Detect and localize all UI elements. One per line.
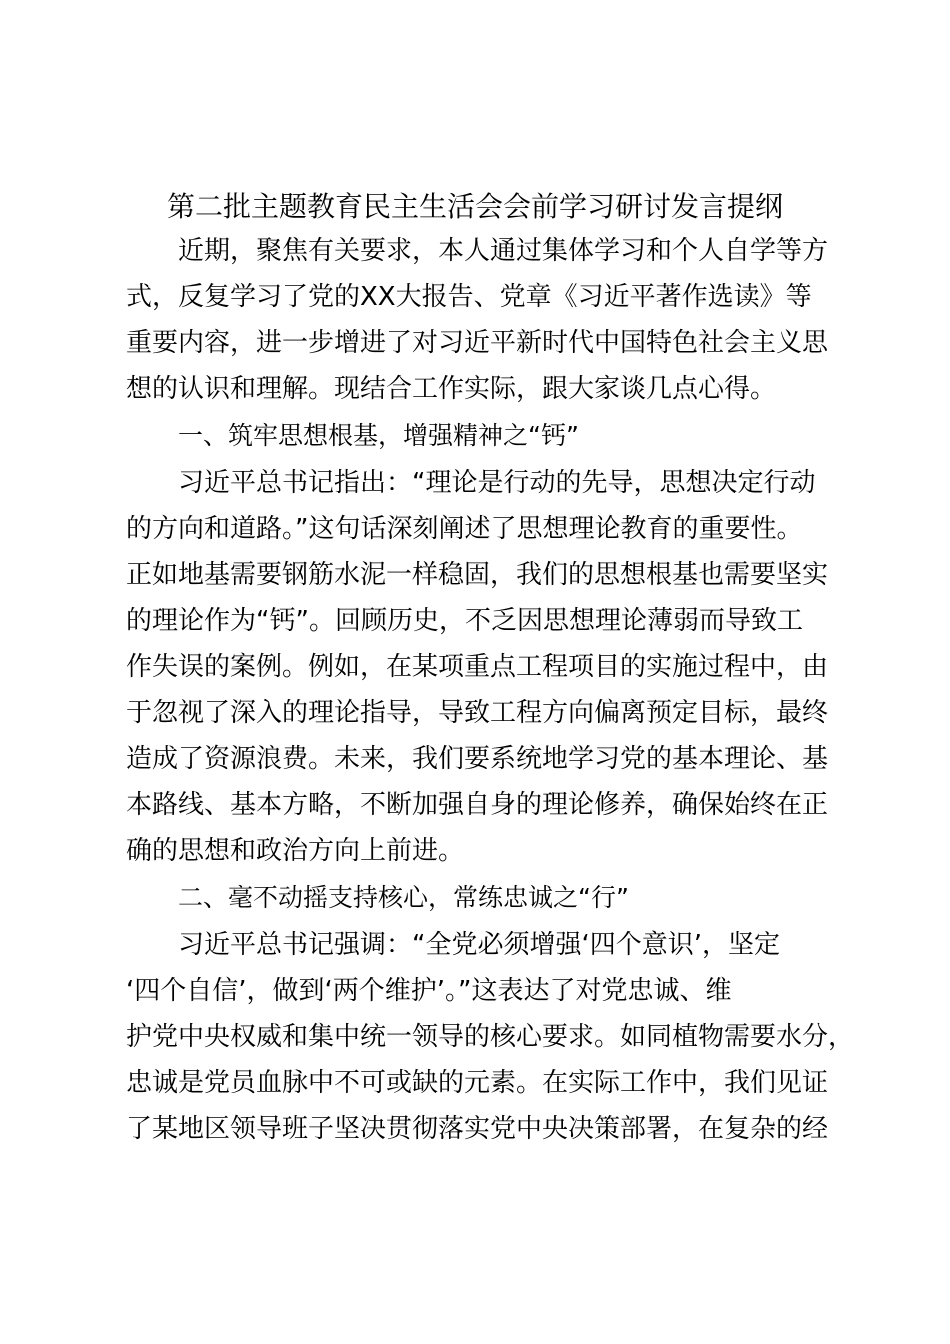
paragraph-line: 了某地区领导班子坚决贯彻落实党中央决策部署，在复杂的经 bbox=[126, 1114, 829, 1144]
paragraph-line: ‘四个自信’，做到‘两个维护’。”这表达了对党忠诚、维 bbox=[126, 976, 732, 1006]
paragraph-line: 近期，聚焦有关要求，本人通过集体学习和个人自学等方 bbox=[178, 236, 829, 266]
paragraph-line: 习近平总书记指出：“理论是行动的先导，思想决定行动 bbox=[178, 468, 816, 498]
paragraph-line: 的方向和道路。”这句话深刻阐述了思想理论教育的重要性。 bbox=[126, 514, 803, 544]
paragraph-line: 忠诚是党员血脉中不可或缺的元素。在实际工作中，我们见证 bbox=[126, 1068, 829, 1098]
document-title: 第二批主题教育民主生活会会前学习研讨发言提纲 bbox=[166, 190, 783, 223]
paragraph-line: 习近平总书记强调：“全党必须增强‘四个意识’，坚定 bbox=[178, 930, 780, 960]
paragraph-line: 造成了资源浪费。未来，我们要系统地学习党的基本理论、基 bbox=[126, 744, 829, 774]
paragraph-line: 重要内容，进一步增进了对习近平新时代中国特色社会主义思 bbox=[126, 328, 829, 358]
paragraph-line: 想的认识和理解。现结合工作实际，跟大家谈几点心得。 bbox=[126, 374, 777, 404]
paragraph-line: 本路线、基本方略，不断加强自身的理论修养，确保始终在正 bbox=[126, 790, 829, 820]
paragraph-line: 式，反复学习了党的XX大报告、党章《习近平著作选读》等 bbox=[126, 282, 812, 312]
paragraph-line: 的理论作为“钙”。回顾历史，不乏因思想理论薄弱而导致工 bbox=[126, 606, 803, 636]
paragraph-line: 作失误的案例。例如，在某项重点工程项目的实施过程中，由 bbox=[126, 652, 829, 682]
section-heading-1: 一、筑牢思想根基，增强精神之“钙” bbox=[178, 421, 579, 450]
paragraph-line: 护党中央权威和集中统一领导的核心要求。如同植物需要水分， bbox=[126, 1022, 855, 1052]
section-heading-2: 二、毫不动摇支持核心，常练忠诚之“行” bbox=[178, 883, 629, 912]
paragraph-line: 于忽视了深入的理论指导，导致工程方向偏离预定目标，最终 bbox=[126, 698, 829, 728]
paragraph-line: 确的思想和政治方向上前进。 bbox=[126, 836, 465, 866]
paragraph-line: 正如地基需要钢筋水泥一样稳固，我们的思想根基也需要坚实 bbox=[126, 560, 829, 590]
